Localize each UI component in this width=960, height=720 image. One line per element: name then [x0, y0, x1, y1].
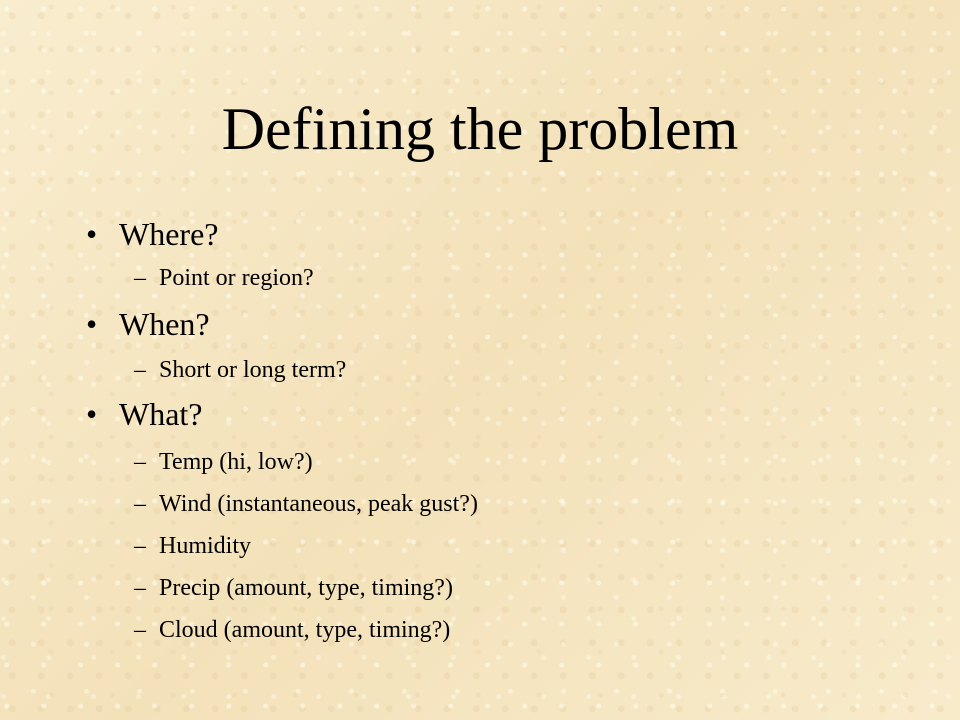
sub-marker: –	[134, 575, 146, 601]
slide-title: Defining the problem	[221, 96, 739, 162]
sub-text: Point or region?	[159, 265, 314, 291]
sub-marker: –	[134, 617, 146, 643]
sub-marker: –	[134, 533, 146, 559]
sub-text: Temp (hi, low?)	[159, 449, 313, 475]
sub-text: Wind (instantaneous, peak gust?)	[159, 491, 478, 517]
bullet-text: What?	[119, 396, 203, 432]
sub-text: Precip (amount, type, timing?)	[159, 575, 453, 601]
bullet-text: Where?	[119, 216, 219, 252]
bullet-text: When?	[119, 306, 210, 342]
sub-text: Humidity	[159, 533, 252, 559]
sub-marker: –	[134, 357, 146, 383]
bullet-marker: •	[86, 396, 98, 432]
sub-marker: –	[134, 265, 146, 291]
bullet-marker: •	[86, 306, 98, 342]
bullet-marker: •	[86, 216, 98, 252]
sub-marker: –	[134, 449, 146, 475]
sub-text: Short or long term?	[159, 357, 347, 383]
sub-text: Cloud (amount, type, timing?)	[159, 617, 451, 643]
sub-marker: –	[134, 491, 146, 517]
